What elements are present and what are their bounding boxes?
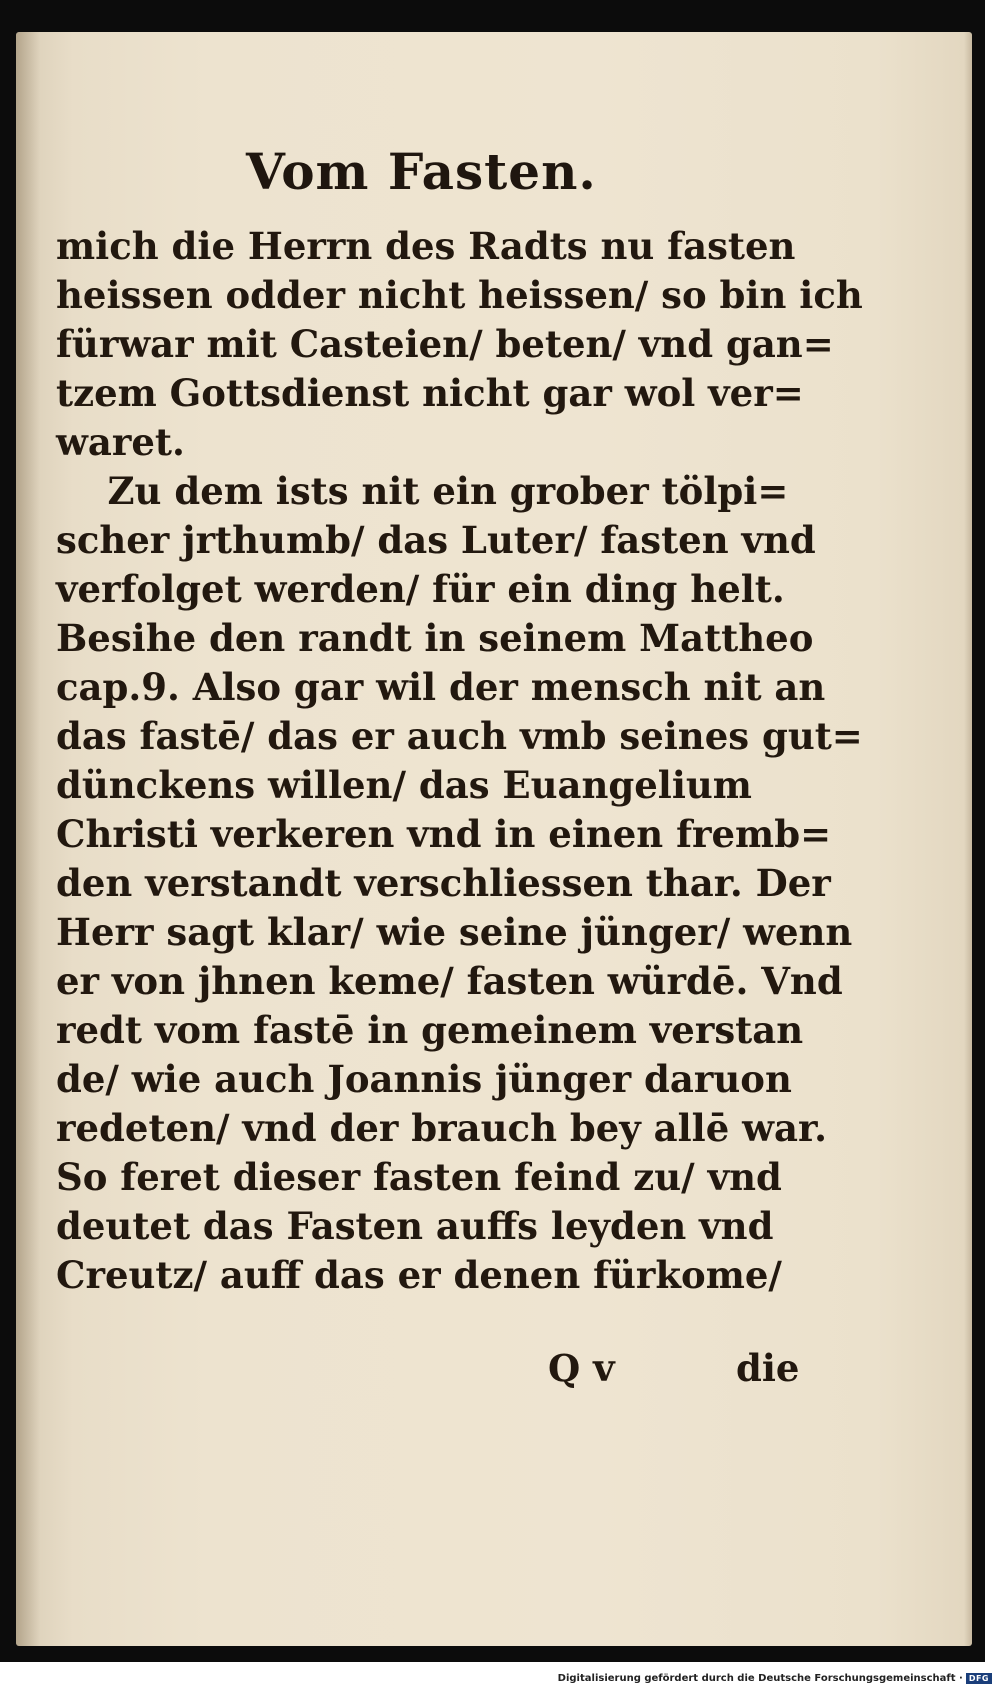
signature-mark: Q v	[548, 1346, 615, 1390]
page-gutter-shadow	[16, 32, 40, 1646]
text-line: cap.9. Also gar wil der mensch nit an	[56, 665, 826, 709]
text-line: fürwar mit Casteien/ beten/ vnd gan=	[56, 322, 834, 366]
text-line: de/ wie auch Joannis jünger daruon	[56, 1057, 792, 1101]
text-line: verfolget werden/ für ein ding helt.	[56, 567, 785, 611]
text-line: Herr sagt klar/ wie seine jünger/ wenn	[56, 910, 853, 954]
text-line: scher jrthumb/ das Luter/ fasten vnd	[56, 518, 816, 562]
running-head: Vom Fasten.	[246, 142, 597, 201]
text-line: mich die Herrn des Radts nu fasten	[56, 224, 796, 268]
text-line: heissen odder nicht heissen/ so bin ich	[56, 273, 863, 317]
text-line: tzem Gottsdienst nicht gar wol ver=	[56, 371, 804, 415]
page-footer-line	[56, 1344, 800, 1393]
catchword: die	[736, 1346, 800, 1390]
text-line: das fastē/ das er auch vmb seines gut=	[56, 714, 863, 758]
text-line: den verstandt verschliessen thar. Der	[56, 861, 831, 905]
book-page	[16, 32, 972, 1646]
body-text	[56, 222, 863, 1300]
text-line: waret.	[56, 420, 185, 464]
text-line: redeten/ vnd der brauch bey allē war.	[56, 1106, 827, 1150]
text-line: deutet das Fasten auffs leyden vnd	[56, 1204, 774, 1248]
page-edge-shadow	[964, 32, 972, 1646]
text-line: dünckens willen/ das Euangelium	[56, 763, 752, 807]
credit-text: Digitalisierung gefördert durch die Deutsche Forschungsgemeinschaft ·	[557, 1673, 963, 1684]
text-line: redt vom fastē in gemeinem verstan	[56, 1008, 804, 1052]
text-line: Creutz/ auff das er denen fürkome/	[56, 1253, 782, 1297]
text-line: Besihe den randt in seinem Mattheo	[56, 616, 814, 660]
text-line: er von jhnen keme/ fasten würdē. Vnd	[56, 959, 843, 1003]
text-line: Christi verkeren vnd in einen fremb=	[56, 812, 832, 856]
dfg-logo: DFG	[966, 1673, 992, 1684]
digitization-credit	[558, 1673, 992, 1684]
text-line: Zu dem ists nit ein grober tölpi=	[56, 469, 789, 513]
text-line: So feret dieser fasten feind zu/ vnd	[56, 1155, 782, 1199]
